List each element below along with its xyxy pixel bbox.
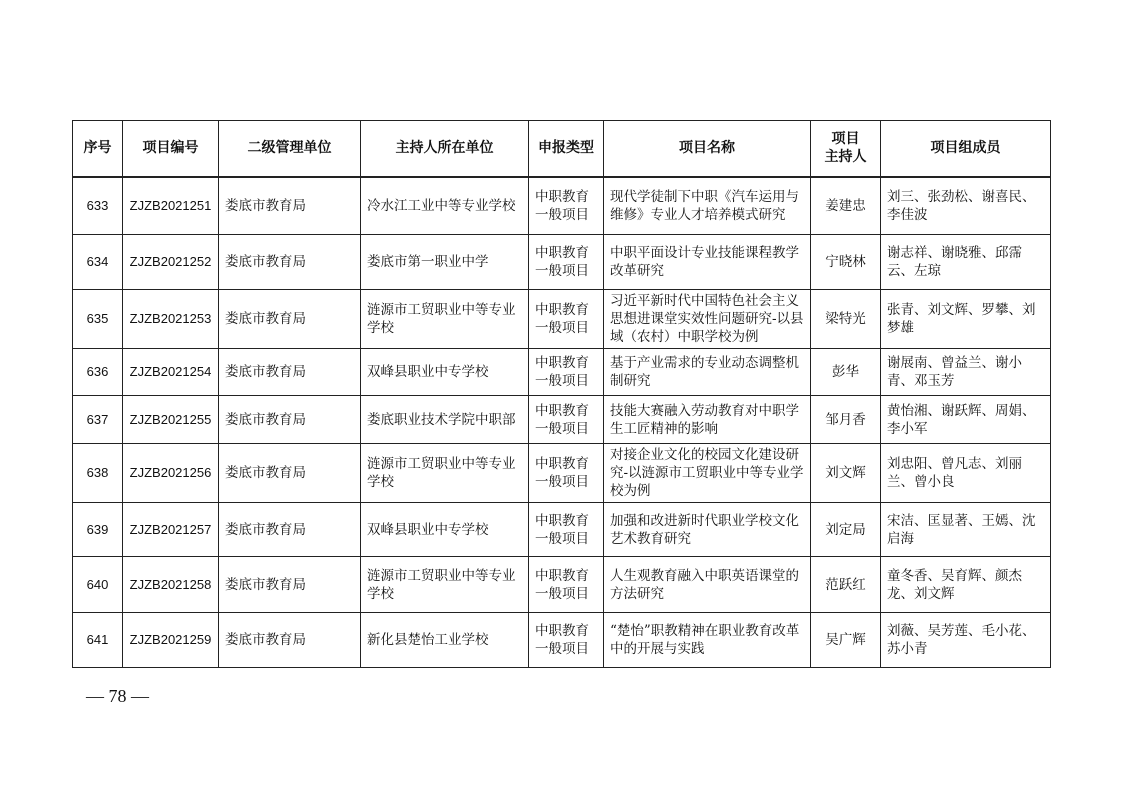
cell-project-name: 人生观教育融入中职英语课堂的方法研究: [604, 557, 811, 613]
header-host: [811, 121, 881, 177]
cell-seq: 634: [73, 235, 123, 290]
cell-dept: 娄底市教育局: [219, 396, 361, 444]
cell-host: 宁晓林: [811, 235, 881, 290]
cell-host: 范跃红: [811, 557, 881, 613]
cell-seq: 638: [73, 444, 123, 503]
cell-host-unit: 娄底市第一职业中学: [361, 235, 529, 290]
cell-dept: 娄底市教育局: [219, 290, 361, 349]
cell-dept: 娄底市教育局: [219, 503, 361, 557]
cell-seq: 636: [73, 349, 123, 396]
cell-project-name: 技能大赛融入劳动教育对中职学生工匠精神的影响: [604, 396, 811, 444]
page-number: — 78 —: [86, 686, 149, 706]
header-code: 项目编号: [123, 121, 219, 177]
cell-dept: 娄底市教育局: [219, 444, 361, 503]
header-host-line1: 项目: [831, 131, 860, 148]
cell-members: 宋洁、匡显著、王嫣、沈启海: [881, 503, 1051, 557]
cell-host-unit: 双峰县职业中专学校: [361, 349, 529, 396]
cell-host: 刘定局: [811, 503, 881, 557]
cell-seq: 640: [73, 557, 123, 613]
cell-project-code: ZJZB2021254: [123, 349, 219, 396]
cell-project-name: 中职平面设计专业技能课程教学改革研究: [604, 235, 811, 290]
cell-host-unit: 涟源市工贸职业中等专业学校: [361, 290, 529, 349]
cell-type: 中职教育一般项目: [529, 613, 604, 668]
cell-project-name: “楚怡”职教精神在职业教育改革中的开展与实践: [604, 613, 811, 668]
cell-host: 吴广辉: [811, 613, 881, 668]
project-table: [72, 120, 1051, 668]
cell-type: 中职教育一般项目: [529, 444, 604, 503]
header-host-unit: 主持人所在单位: [361, 121, 529, 177]
cell-members: 黄怡湘、谢跃辉、周娟、李小军: [881, 396, 1051, 444]
cell-members: 张青、刘文辉、罗攀、刘梦雄: [881, 290, 1051, 349]
cell-type: 中职教育一般项目: [529, 177, 604, 235]
header-host-line2: 主持人: [824, 149, 867, 166]
cell-type: 中职教育一般项目: [529, 557, 604, 613]
cell-seq: 633: [73, 177, 123, 235]
cell-host: 邹月香: [811, 396, 881, 444]
cell-dept: 娄底市教育局: [219, 557, 361, 613]
table-row: [73, 235, 1051, 290]
cell-project-name: 基于产业需求的专业动态调整机制研究: [604, 349, 811, 396]
cell-project-code: ZJZB2021255: [123, 396, 219, 444]
cell-type: 中职教育一般项目: [529, 290, 604, 349]
cell-seq: 639: [73, 503, 123, 557]
cell-host: 姜建忠: [811, 177, 881, 235]
cell-type: 中职教育一般项目: [529, 396, 604, 444]
header-row: [73, 121, 1051, 177]
cell-type: 中职教育一般项目: [529, 503, 604, 557]
cell-seq: 641: [73, 613, 123, 668]
cell-dept: 娄底市教育局: [219, 613, 361, 668]
table-row: [73, 396, 1051, 444]
header-seq: 序号: [73, 121, 123, 177]
cell-project-code: ZJZB2021258: [123, 557, 219, 613]
cell-host-unit: 涟源市工贸职业中等专业学校: [361, 444, 529, 503]
cell-host-unit: 新化县楚怡工业学校: [361, 613, 529, 668]
table-row: [73, 349, 1051, 396]
cell-members: 谢展南、曾益兰、谢小青、邓玉芳: [881, 349, 1051, 396]
cell-dept: 娄底市教育局: [219, 349, 361, 396]
table-row: [73, 444, 1051, 503]
cell-members: 刘薇、吴芳莲、毛小花、苏小青: [881, 613, 1051, 668]
cell-members: 刘三、张劲松、谢喜民、李佳波: [881, 177, 1051, 235]
cell-host-unit: 双峰县职业中专学校: [361, 503, 529, 557]
table-row: [73, 557, 1051, 613]
cell-members: 童冬香、吴育辉、颜杰龙、刘文辉: [881, 557, 1051, 613]
cell-project-name: 对接企业文化的校园文化建设研究-以涟源市工贸职业中等专业学校为例: [604, 444, 811, 503]
cell-project-code: ZJZB2021251: [123, 177, 219, 235]
cell-host: 梁特光: [811, 290, 881, 349]
cell-project-name: 加强和改进新时代职业学校文化艺术教育研究: [604, 503, 811, 557]
cell-type: 中职教育一般项目: [529, 235, 604, 290]
table-row: [73, 290, 1051, 349]
cell-host: 刘文辉: [811, 444, 881, 503]
header-dept: 二级管理单位: [219, 121, 361, 177]
cell-host-unit: 冷水江工业中等专业学校: [361, 177, 529, 235]
cell-project-code: ZJZB2021253: [123, 290, 219, 349]
header-type: 申报类型: [529, 121, 604, 177]
header-members: 项目组成员: [881, 121, 1051, 177]
cell-host: 彭华: [811, 349, 881, 396]
cell-project-name: 习近平新时代中国特色社会主义思想进课堂实效性问题研究-以县域（农村）中职学校为例: [604, 290, 811, 349]
table-body: [73, 177, 1051, 668]
cell-seq: 637: [73, 396, 123, 444]
cell-project-name: 现代学徒制下中职《汽车运用与维修》专业人才培养模式研究: [604, 177, 811, 235]
cell-host-unit: 涟源市工贸职业中等专业学校: [361, 557, 529, 613]
cell-project-code: ZJZB2021257: [123, 503, 219, 557]
cell-host-unit: 娄底职业技术学院中职部: [361, 396, 529, 444]
header-name: 项目名称: [604, 121, 811, 177]
table-row: [73, 177, 1051, 235]
cell-dept: 娄底市教育局: [219, 235, 361, 290]
cell-type: 中职教育一般项目: [529, 349, 604, 396]
cell-project-code: ZJZB2021259: [123, 613, 219, 668]
cell-members: 谢志祥、谢晓雅、邱霈云、左琼: [881, 235, 1051, 290]
cell-project-code: ZJZB2021252: [123, 235, 219, 290]
cell-dept: 娄底市教育局: [219, 177, 361, 235]
cell-seq: 635: [73, 290, 123, 349]
table-row: [73, 503, 1051, 557]
cell-project-code: ZJZB2021256: [123, 444, 219, 503]
cell-members: 刘忠阳、曾凡志、刘丽兰、曾小良: [881, 444, 1051, 503]
table-row: [73, 613, 1051, 668]
